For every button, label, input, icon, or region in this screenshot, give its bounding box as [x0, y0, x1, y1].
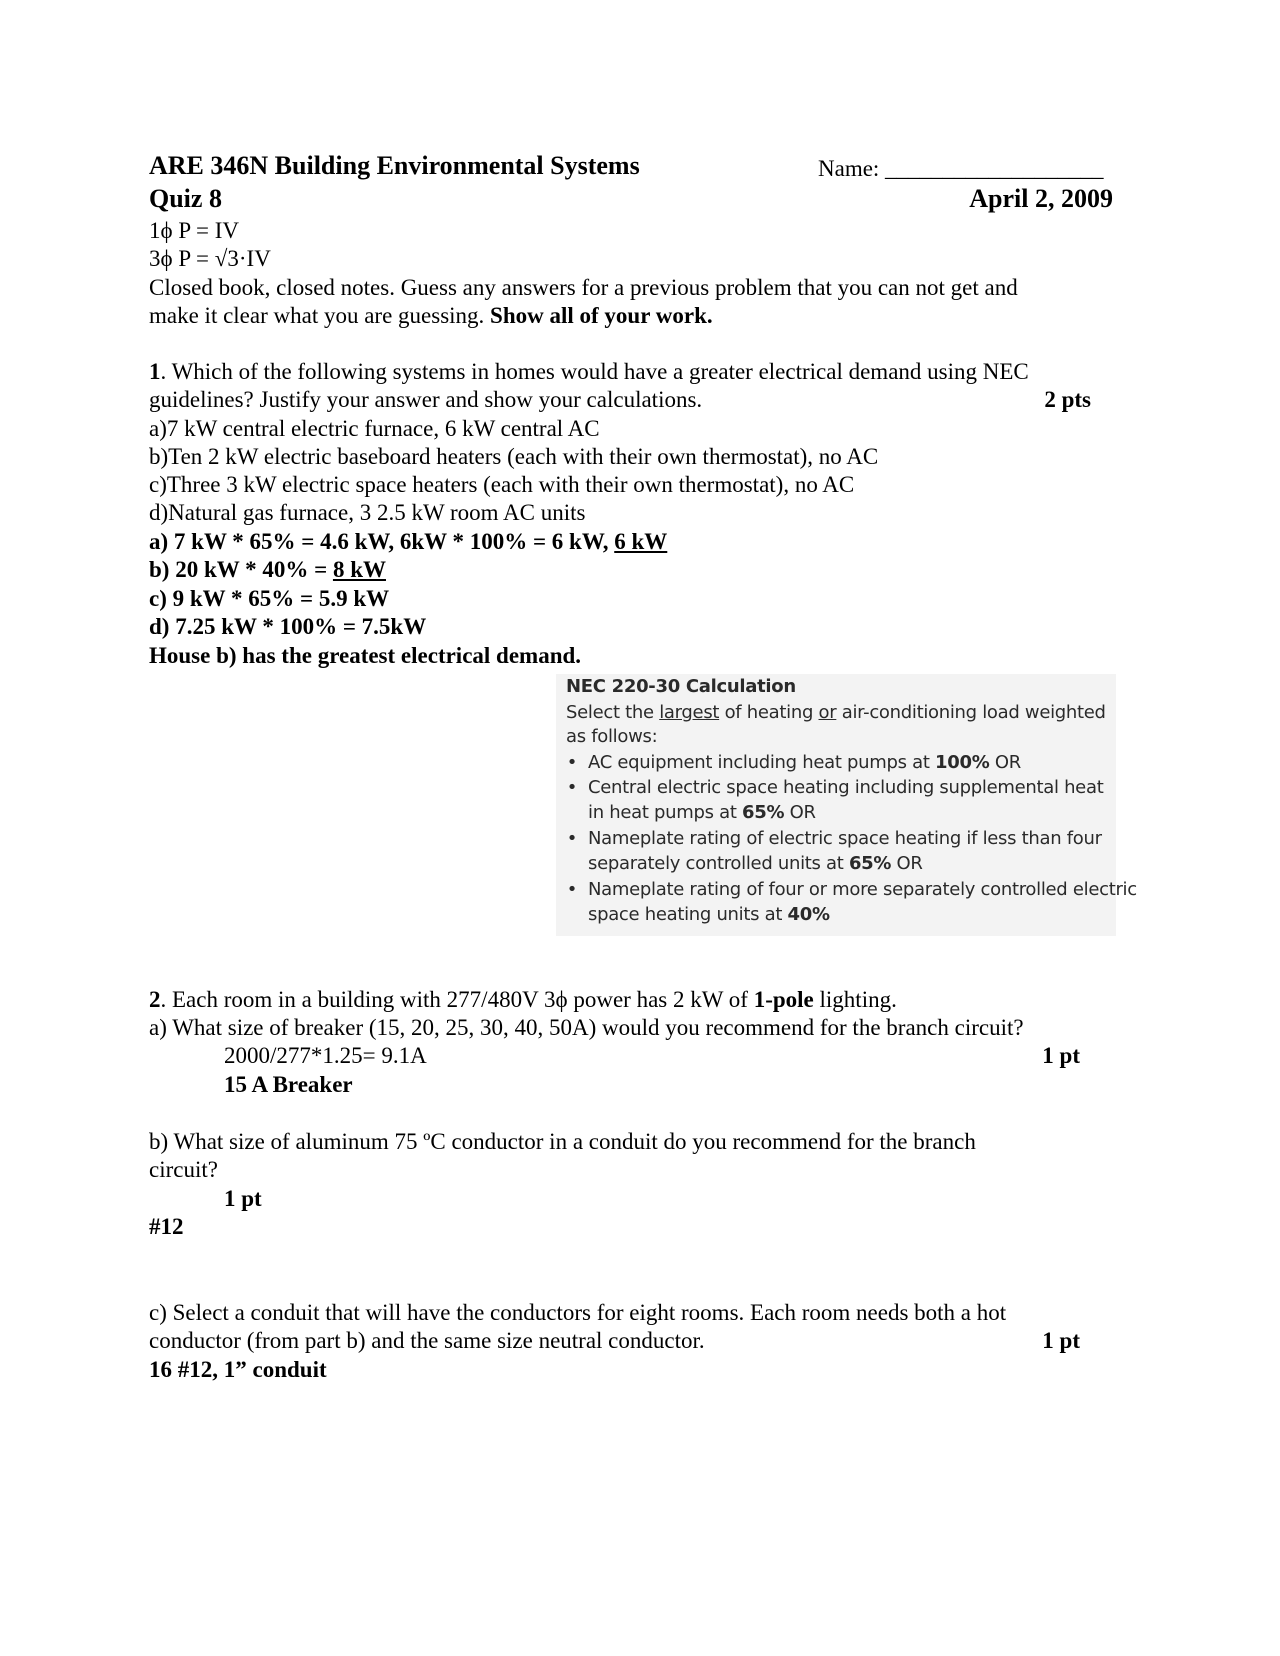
nec-intro-mid: of heating: [719, 702, 819, 723]
q1-answer-c: c) 9 kW * 65% = 5.9 kW: [149, 586, 390, 611]
q2c-answer: 16 #12, 1” conduit: [149, 1357, 327, 1382]
q2-line-1: [149, 986, 897, 1014]
q2a-question: a) What size of breaker (15, 20, 25, 30, 40, 50A) would you recommend for the branch circuit?: [149, 1015, 1024, 1040]
nec-bullet-2-line-2: [566, 800, 816, 826]
q1-line-1: [149, 358, 1029, 386]
q2a-calculation: 2000/277*1.25= 9.1A: [224, 1043, 427, 1068]
nec-bullet-3-icon: •: [566, 828, 578, 849]
q1-conclusion: House b) has the greatest electrical demand.: [149, 643, 582, 668]
nec-bullet-4-line-1: Nameplate rating of four or more separately controlled electric: [588, 879, 1137, 900]
name-field-label: Name: ___________________: [818, 156, 1104, 181]
q2b-points: 1 pt: [224, 1186, 262, 1211]
nec-bullet-3-line-2: [566, 851, 923, 877]
q2a-points: 1 pt: [1042, 1043, 1080, 1068]
nec-bullet-4-text: space heating units at: [588, 904, 788, 925]
nec-calculation-box: [556, 674, 1137, 936]
q2-number: 2: [149, 987, 161, 1012]
nec-bullet-3-line-1: Nameplate rating of electric space heating if less than four: [588, 828, 1102, 849]
q1-answer-a: [149, 528, 667, 556]
instructions-emphasis: Show all of your work.: [490, 303, 713, 328]
nec-intro: [566, 700, 1106, 726]
nec-bullet-2-icon: •: [566, 777, 578, 798]
nec-bullet-2-pct: 65%: [742, 802, 785, 823]
nec-intro-2: as follows:: [566, 726, 658, 747]
q1-answer-b: [149, 556, 386, 584]
nec-bullet-3-pct: 65%: [848, 853, 892, 874]
nec-bullet-1-pct: 100%: [935, 752, 990, 773]
q2c-points: 1 pt: [1042, 1328, 1080, 1353]
q2c-question-line-1: c) Select a conduit that will have the conductors for eight rooms. Each room needs both a hot: [149, 1300, 1007, 1325]
formula-three-phase: 3ϕ P = √3·IV: [149, 246, 271, 271]
formula-single-phase: 1ϕ P = IV: [149, 218, 240, 243]
q1-option-d: d)Natural gas furnace, 3 2.5 kW room AC units: [149, 500, 586, 525]
instructions-line-2: [149, 302, 713, 330]
instructions-text: make it clear what you are guessing.: [149, 303, 491, 328]
nec-bullet-2-text: in heat pumps at: [588, 802, 743, 823]
nec-bullet-1: [566, 750, 1021, 776]
nec-title: NEC 220-30 Calculation: [566, 676, 796, 697]
course-title: ARE 346N Building Environmental Systems: [149, 151, 640, 180]
q1-answer-a-calc: a) 7 kW * 65% = 4.6 kW, 6kW * 100% = 6 kW,: [149, 529, 615, 554]
q1-answer-b-calc: b) 20 kW * 40% =: [149, 557, 333, 582]
q1-number: 1: [149, 359, 161, 384]
q2-text: . Each room in a building with 277/480V 3ϕ power has 2 kW of: [160, 987, 754, 1012]
nec-intro-end: air-conditioning load weighted: [836, 702, 1106, 723]
nec-bullet-4-pct: 40%: [787, 904, 830, 925]
q1-line-2: guidelines? Justify your answer and show your calculations.: [149, 387, 703, 412]
q1-option-a: a)7 kW central electric furnace, 6 kW central AC: [149, 416, 600, 441]
q1-answer-a-result: 6 kW: [614, 529, 668, 554]
nec-bullet-1-icon: •: [566, 752, 578, 773]
quiz-number: Quiz 8: [149, 184, 222, 213]
q2b-answer: #12: [149, 1214, 184, 1239]
q2b-question-line-1: b) What size of aluminum 75 ºC conductor in a conduit do you recommend for the branch: [149, 1129, 976, 1154]
q2-pole: 1-pole: [753, 987, 814, 1012]
instructions-line-1: Closed book, closed notes. Guess any answers for a previous problem that you can not get and: [149, 275, 1018, 300]
nec-bullet-4-line-2: [566, 902, 830, 928]
nec-bullet-1-text: AC equipment including heat pumps at: [588, 752, 936, 773]
nec-bullet-2-line-1: Central electric space heating including supplemental heat: [588, 777, 1104, 798]
q1-answer-b-result: 8 kW: [332, 557, 386, 582]
nec-intro-largest: largest: [659, 702, 720, 723]
nec-intro-or: or: [818, 702, 837, 723]
nec-bullet-3-or: OR: [891, 853, 923, 874]
q2b-question-line-2: circuit?: [149, 1157, 218, 1182]
nec-bullet-1-or: OR: [989, 752, 1021, 773]
q1-answer-d: d) 7.25 kW * 100% = 7.5kW: [149, 614, 427, 639]
nec-bullet-4-icon: •: [566, 879, 578, 900]
nec-bullet-3-text: separately controlled units at: [588, 853, 849, 874]
nec-intro-text: Select the: [566, 702, 660, 723]
q2a-answer: 15 A Breaker: [224, 1072, 353, 1097]
q1-points: 2 pts: [1044, 387, 1091, 412]
nec-bullet-2-or: OR: [784, 802, 816, 823]
quiz-date: April 2, 2009: [969, 184, 1113, 213]
q1-text: . Which of the following systems in homes would have a greater electrical demand using NEC: [160, 359, 1029, 384]
q1-option-b: b)Ten 2 kW electric baseboard heaters (each with their own thermostat), no AC: [149, 444, 879, 469]
q2c-question-line-2: conductor (from part b) and the same size neutral conductor.: [149, 1328, 705, 1353]
q1-option-c: c)Three 3 kW electric space heaters (each with their own thermostat), no AC: [149, 472, 855, 497]
q2-text-end: lighting.: [813, 987, 897, 1012]
